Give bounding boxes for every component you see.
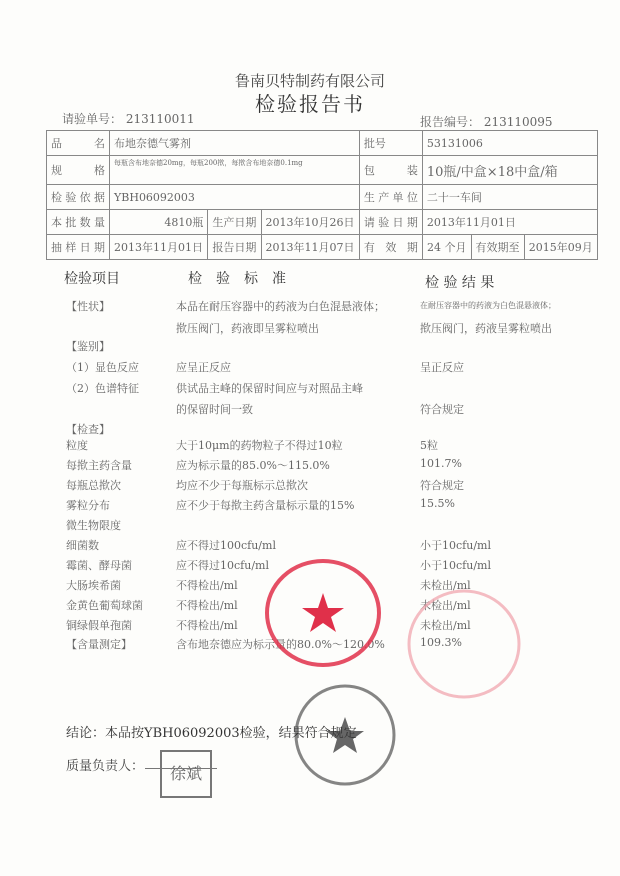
row-standard: 含布地奈德应为标示量的80.0%～120.0% bbox=[176, 638, 385, 651]
row-standard: 本品在耐压容器中的药液为白色混悬液体； bbox=[176, 300, 385, 313]
row-standard: 不得检出/ml bbox=[176, 599, 238, 612]
row-item: 粒度 bbox=[66, 439, 88, 452]
batch-value: 53131006 bbox=[422, 131, 597, 156]
expiry-label: 有效期至 bbox=[471, 235, 524, 260]
row-item: 每瓶总揿次 bbox=[66, 479, 121, 492]
spec-value: 每瓶含布地奈德20mg，每瓶200揿，每揿含布地奈德0.1mg bbox=[110, 156, 360, 185]
signature-seal: 徐斌 bbox=[160, 750, 212, 798]
qa-label: 质量负责人： bbox=[66, 759, 145, 774]
row-result: 101.7% bbox=[420, 457, 462, 470]
req-date-value: 2013年11月01日 bbox=[422, 210, 597, 235]
prod-date-value: 2013年10月26日 bbox=[261, 210, 359, 235]
company-name: 鲁南贝特制药有限公司 bbox=[234, 72, 385, 90]
request-number bbox=[62, 110, 195, 127]
report-no-value: 213110095 bbox=[483, 115, 553, 129]
row-result: 未检出/ml bbox=[420, 599, 471, 612]
row-standard: 不得检出/ml bbox=[176, 579, 238, 592]
conclusion: 结论：本品按YBH06092003检验，结果符合规定 bbox=[66, 726, 357, 741]
row-item: 每揿主药含量 bbox=[66, 459, 132, 472]
row-result: 未检出/ml bbox=[420, 579, 471, 592]
row-result: 未检出/ml bbox=[420, 619, 471, 632]
faint-red-stamp bbox=[405, 588, 523, 700]
row-item: 霉菌、酵母菌 bbox=[66, 559, 132, 572]
row-standard: 大于10μm的药物粒子不得过10粒 bbox=[176, 439, 343, 452]
report-no-label: 报告编号： bbox=[420, 115, 481, 129]
row-result: 符合规定 bbox=[420, 479, 464, 492]
row-standard: 不得检出/ml bbox=[176, 619, 238, 632]
qty-label: 本批数量 bbox=[47, 210, 110, 235]
row-item: 雾粒分布 bbox=[66, 499, 110, 512]
report-date-value: 2013年11月07日 bbox=[261, 235, 359, 260]
row-result: 5粒 bbox=[420, 439, 438, 452]
req-date-label: 请验日期 bbox=[359, 210, 422, 235]
row-standard: 供试品主峰的保留时间应与对照品主峰 bbox=[176, 382, 363, 395]
qty-value: 4810瓶 bbox=[110, 210, 208, 235]
prod-date-label: 生产日期 bbox=[208, 210, 261, 235]
sample-date-label: 抽样日期 bbox=[47, 235, 110, 260]
column-item: 检验项目 bbox=[64, 271, 120, 287]
row-standard: 均应不少于每瓶标示总揿次 bbox=[176, 479, 308, 492]
row-standard: 应不得过10cfu/ml bbox=[176, 559, 269, 572]
info-table bbox=[46, 130, 598, 260]
unit-value: 二十一车间 bbox=[422, 185, 597, 210]
unit-label: 生产单位 bbox=[359, 185, 422, 210]
row-result: 揿压阀门，药液呈雾粒喷出 bbox=[420, 322, 552, 335]
row-result: 小于10cfu/ml bbox=[420, 539, 491, 552]
column-result: 检 验 结 果 bbox=[425, 275, 495, 291]
pack-label: 包 装 bbox=[359, 156, 422, 185]
row-result: 小于10cfu/ml bbox=[420, 559, 491, 572]
row-standard: 揿压阀门，药液即呈雾粒喷出 bbox=[176, 322, 319, 335]
validity-label: 有 效 期 bbox=[359, 235, 422, 260]
row-item: 细菌数 bbox=[66, 539, 99, 552]
row-item: 【检查】 bbox=[66, 423, 110, 436]
row-item: 【鉴别】 bbox=[66, 340, 110, 353]
red-company-stamp bbox=[262, 558, 384, 668]
row-item: 【含量测定】 bbox=[66, 638, 132, 651]
row-item: （2）色谱特征 bbox=[66, 382, 139, 395]
signature-line bbox=[145, 768, 217, 769]
row-result: 符合规定 bbox=[420, 403, 464, 416]
row-standard: 的保留时间一致 bbox=[176, 403, 253, 416]
sample-date-value: 2013年11月01日 bbox=[110, 235, 208, 260]
report-date-label: 报告日期 bbox=[208, 235, 261, 260]
row-item: 【性状】 bbox=[66, 300, 110, 313]
row-item: 大肠埃希菌 bbox=[66, 579, 121, 592]
name-label: 品 名 bbox=[47, 131, 110, 156]
pack-value: 10瓶/中盒×18中盒/箱 bbox=[422, 156, 597, 185]
row-item: 微生物限度 bbox=[66, 519, 121, 532]
report-title: 检验报告书 bbox=[255, 92, 365, 116]
name-value: 布地奈德气雾剂 bbox=[110, 131, 360, 156]
column-standard: 检 验 标 准 bbox=[188, 271, 286, 287]
expiry-value: 2015年09月 bbox=[524, 235, 597, 260]
validity-value: 24 个月 bbox=[422, 235, 471, 260]
row-standard: 应不少于每揿主药含量标示量的15% bbox=[176, 499, 355, 512]
row-item: （1）显色反应 bbox=[66, 361, 139, 374]
row-result: 15.5% bbox=[420, 497, 455, 510]
request-no-label: 请验单号： bbox=[62, 112, 123, 126]
row-item: 铜绿假单孢菌 bbox=[66, 619, 132, 632]
row-item: 金黄色葡萄球菌 bbox=[66, 599, 143, 612]
batch-label: 批号 bbox=[359, 131, 422, 156]
row-standard: 应呈正反应 bbox=[176, 361, 231, 374]
basis-label: 检验依据 bbox=[47, 185, 110, 210]
row-standard: 应为标示量的85.0%～115.0% bbox=[176, 459, 330, 472]
row-result: 呈正反应 bbox=[420, 361, 464, 374]
row-result: 109.3% bbox=[420, 636, 462, 649]
report-number bbox=[420, 113, 553, 130]
basis-value: YBH06092003 bbox=[110, 185, 360, 210]
row-standard: 应不得过100cfu/ml bbox=[176, 539, 276, 552]
request-no-value: 213110011 bbox=[125, 112, 195, 126]
row-result: 在耐压容器中的药液为白色混悬液体； bbox=[420, 301, 556, 310]
spec-label: 规 格 bbox=[47, 156, 110, 185]
